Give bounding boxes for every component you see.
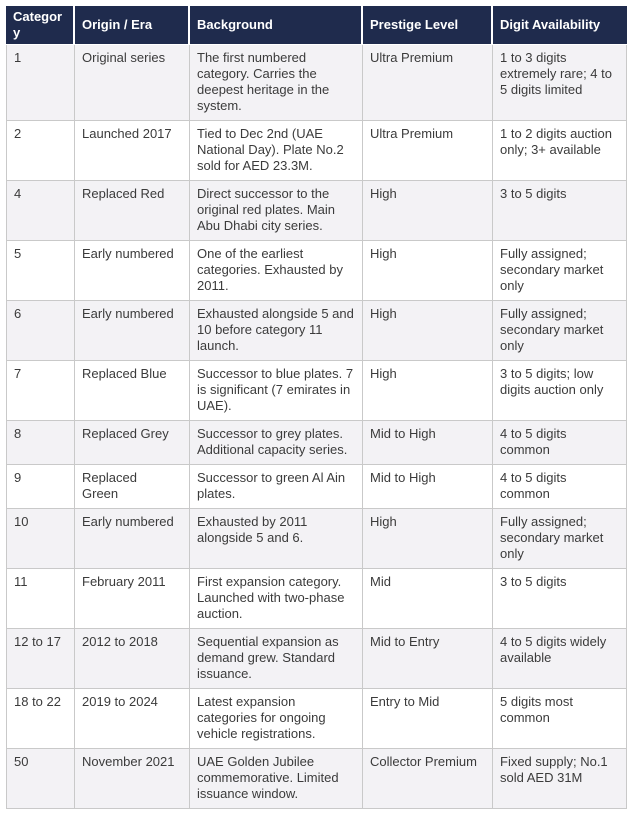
table-row (6, 629, 627, 689)
cell-prestige-level: Mid (363, 569, 493, 629)
cell-prestige-level: High (363, 361, 493, 421)
cell-prestige-level: Mid to High (363, 465, 493, 509)
cell-origin-era: Original series (75, 45, 190, 121)
cell-origin-era: 2012 to 2018 (75, 629, 190, 689)
header-row (6, 6, 627, 45)
cell-digit-availability: Fully assigned; secondary market only (493, 241, 627, 301)
table-row (6, 465, 627, 509)
cell-category: 11 (6, 569, 75, 629)
table-row (6, 241, 627, 301)
cell-prestige-level: Collector Premium (363, 749, 493, 809)
cell-background: Direct successor to the original red plates. Main Abu Dhabi city series. (190, 181, 363, 241)
cell-digit-availability: 3 to 5 digits; low digits auction only (493, 361, 627, 421)
cell-origin-era: Early numbered (75, 509, 190, 569)
table-row (6, 509, 627, 569)
column-header-origin-era: Origin / Era (75, 6, 190, 45)
cell-background: The first numbered category. Carries the deepest heritage in the system. (190, 45, 363, 121)
column-header-digit-availability: Digit Availability (493, 6, 627, 45)
cell-prestige-level: Ultra Premium (363, 121, 493, 181)
cell-background: First expansion category. Launched with two-phase auction. (190, 569, 363, 629)
cell-prestige-level: Mid to Entry (363, 629, 493, 689)
cell-digit-availability: Fully assigned; secondary market only (493, 301, 627, 361)
cell-category: 18 to 22 (6, 689, 75, 749)
cell-origin-era: Replaced Grey (75, 421, 190, 465)
cell-origin-era: February 2011 (75, 569, 190, 629)
cell-category: 4 (6, 181, 75, 241)
cell-prestige-level: High (363, 509, 493, 569)
table-row (6, 361, 627, 421)
cell-background: Successor to grey plates. Additional capacity series. (190, 421, 363, 465)
cell-digit-availability: Fully assigned; secondary market only (493, 509, 627, 569)
cell-background: Latest expansion categories for ongoing vehicle registrations. (190, 689, 363, 749)
cell-digit-availability: 5 digits most common (493, 689, 627, 749)
cell-background: Sequential expansion as demand grew. Standard issuance. (190, 629, 363, 689)
cell-origin-era: Early numbered (75, 301, 190, 361)
cell-origin-era: Launched 2017 (75, 121, 190, 181)
cell-digit-availability: 4 to 5 digits common (493, 421, 627, 465)
cell-background: Successor to green Al Ain plates. (190, 465, 363, 509)
cell-digit-availability: 3 to 5 digits (493, 569, 627, 629)
cell-origin-era: Replaced Green (75, 465, 190, 509)
cell-prestige-level: High (363, 241, 493, 301)
cell-prestige-level: Mid to High (363, 421, 493, 465)
cell-digit-availability: 4 to 5 digits widely available (493, 629, 627, 689)
table-row (6, 689, 627, 749)
cell-origin-era: 2019 to 2024 (75, 689, 190, 749)
column-header-prestige-level: Prestige Level (363, 6, 493, 45)
cell-category: 6 (6, 301, 75, 361)
cell-origin-era: Replaced Red (75, 181, 190, 241)
cell-prestige-level: High (363, 181, 493, 241)
table-row (6, 301, 627, 361)
cell-category: 2 (6, 121, 75, 181)
cell-category: 1 (6, 45, 75, 121)
cell-category: 12 to 17 (6, 629, 75, 689)
cell-background: Exhausted by 2011 alongside 5 and 6. (190, 509, 363, 569)
cell-digit-availability: Fixed supply; No.1 sold AED 31M (493, 749, 627, 809)
cell-background: One of the earliest categories. Exhausted by 2011. (190, 241, 363, 301)
table-row (6, 121, 627, 181)
table-row (6, 569, 627, 629)
column-header-background: Background (190, 6, 363, 45)
cell-origin-era: Replaced Blue (75, 361, 190, 421)
cell-category: 50 (6, 749, 75, 809)
cell-digit-availability: 1 to 3 digits extremely rare; 4 to 5 digits limited (493, 45, 627, 121)
plate-categories-table (6, 6, 627, 809)
table-row (6, 181, 627, 241)
cell-origin-era: November 2021 (75, 749, 190, 809)
cell-prestige-level: Entry to Mid (363, 689, 493, 749)
table-row (6, 749, 627, 809)
table-row (6, 45, 627, 121)
cell-digit-availability: 3 to 5 digits (493, 181, 627, 241)
table-header (6, 6, 627, 45)
cell-prestige-level: Ultra Premium (363, 45, 493, 121)
table-body (6, 45, 627, 809)
cell-category: 8 (6, 421, 75, 465)
cell-category: 7 (6, 361, 75, 421)
cell-category: 9 (6, 465, 75, 509)
cell-prestige-level: High (363, 301, 493, 361)
table-row (6, 421, 627, 465)
cell-background: UAE Golden Jubilee commemorative. Limited issuance window. (190, 749, 363, 809)
cell-background: Successor to blue plates. 7 is significant (7 emirates in UAE). (190, 361, 363, 421)
cell-background: Tied to Dec 2nd (UAE National Day). Plate No.2 sold for AED 23.3M. (190, 121, 363, 181)
cell-category: 5 (6, 241, 75, 301)
cell-category: 10 (6, 509, 75, 569)
column-header-category: Category (6, 6, 75, 45)
cell-background: Exhausted alongside 5 and 10 before category 11 launch. (190, 301, 363, 361)
cell-digit-availability: 4 to 5 digits common (493, 465, 627, 509)
cell-digit-availability: 1 to 2 digits auction only; 3+ available (493, 121, 627, 181)
cell-origin-era: Early numbered (75, 241, 190, 301)
